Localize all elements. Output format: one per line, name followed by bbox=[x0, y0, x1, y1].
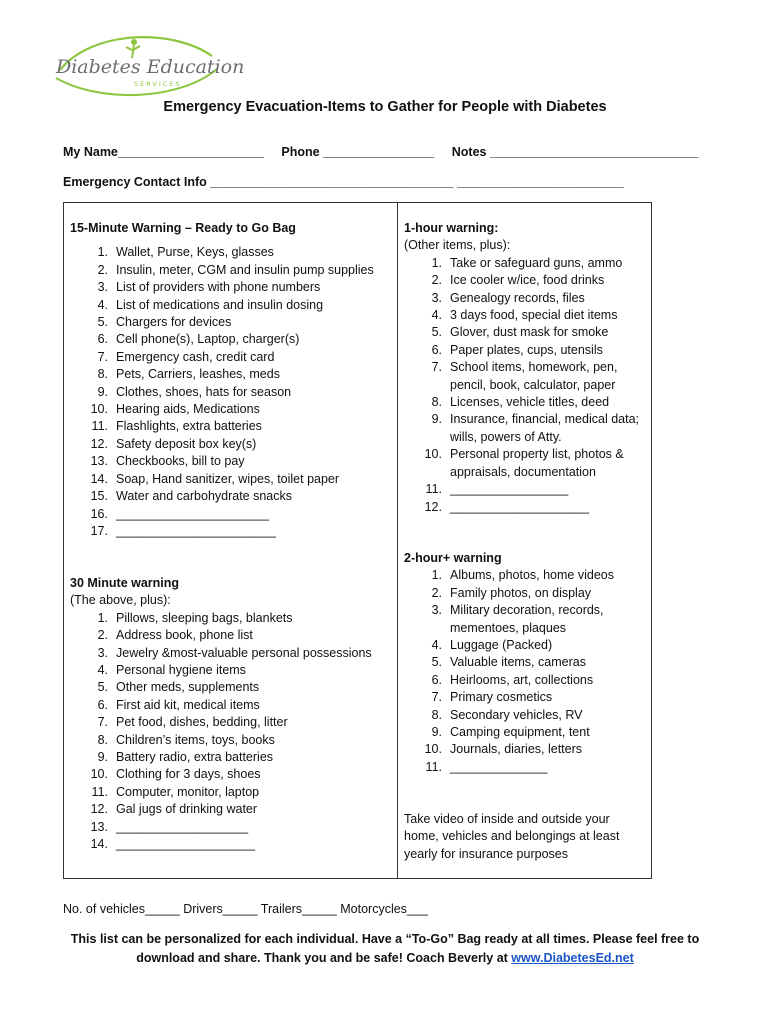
item-text: ____________________ bbox=[116, 837, 256, 852]
item-text: Ice cooler w/ice, food drinks bbox=[450, 273, 605, 288]
item-number: 10. bbox=[90, 402, 108, 417]
item-number: 9. bbox=[97, 750, 108, 765]
list-item[interactable] bbox=[70, 836, 390, 853]
logo-text: Diabetes Education bbox=[56, 56, 245, 78]
section-subheading: (Other items, plus): bbox=[404, 238, 511, 253]
item-text: Insulin, meter, CGM and insulin pump supplies bbox=[116, 262, 374, 277]
item-number: 12. bbox=[90, 802, 108, 817]
item-text: Paper plates, cups, utensils bbox=[450, 342, 603, 357]
item-text: Chargers for devices bbox=[116, 315, 232, 330]
item-number: 1. bbox=[97, 245, 108, 260]
item-number: 7. bbox=[97, 715, 108, 730]
item-number: 2. bbox=[97, 628, 108, 643]
list-item bbox=[404, 342, 649, 359]
item-text: Primary cosmetics bbox=[450, 690, 553, 705]
section-2-hour bbox=[404, 550, 649, 776]
item-number: 8. bbox=[97, 732, 108, 747]
item-text: _______________________ bbox=[116, 523, 276, 538]
page-title: Emergency Evacuation-Items to Gather for People with Diabetes bbox=[163, 99, 607, 115]
list-item bbox=[70, 662, 390, 679]
list-item bbox=[70, 297, 390, 314]
item-text: Pillows, sleeping bags, blankets bbox=[116, 610, 293, 625]
item-number: 4. bbox=[431, 638, 442, 653]
list-item bbox=[70, 488, 390, 505]
item-list bbox=[70, 610, 390, 854]
item-number: 3. bbox=[97, 645, 108, 660]
list-item bbox=[404, 741, 649, 758]
list-item bbox=[70, 471, 390, 488]
contact-fields-row bbox=[63, 145, 713, 159]
item-text: First aid kit, medical items bbox=[116, 697, 260, 712]
list-item bbox=[404, 290, 649, 307]
item-text: Personal hygiene items bbox=[116, 663, 246, 678]
item-text: List of medications and insulin dosing bbox=[116, 297, 324, 312]
item-list bbox=[404, 567, 649, 776]
list-item bbox=[70, 279, 390, 296]
item-number: 14. bbox=[90, 471, 108, 486]
item-number: 2. bbox=[431, 585, 442, 600]
item-number: 6. bbox=[431, 342, 442, 357]
item-text: Water and carbohydrate snacks bbox=[116, 489, 293, 504]
item-text: ____________________ bbox=[450, 499, 590, 514]
section-heading: 1-hour warning: bbox=[404, 221, 499, 235]
item-text: Pet food, dishes, bedding, litter bbox=[116, 715, 288, 730]
item-number: 3. bbox=[97, 280, 108, 295]
list-item bbox=[404, 411, 649, 446]
phone-field[interactable]: Phone ________________ bbox=[281, 145, 435, 159]
item-number: 7. bbox=[431, 360, 442, 375]
list-item bbox=[404, 689, 649, 706]
item-text: Valuable items, cameras bbox=[450, 655, 586, 670]
website-link[interactable]: www.DiabetesEd.net bbox=[511, 951, 634, 965]
item-number: 13. bbox=[90, 454, 108, 469]
list-item bbox=[70, 314, 390, 331]
item-number: 5. bbox=[97, 315, 108, 330]
emergency-contact-row bbox=[63, 175, 638, 189]
item-number: 11. bbox=[425, 482, 442, 497]
item-text: ______________ bbox=[450, 759, 548, 774]
item-number: 9. bbox=[97, 384, 108, 399]
list-item bbox=[404, 654, 649, 671]
item-number: 17. bbox=[90, 523, 108, 538]
list-item bbox=[70, 697, 390, 714]
item-number: 7. bbox=[431, 690, 442, 705]
item-text: Wallet, Purse, Keys, glasses bbox=[116, 245, 274, 260]
item-text: Insurance, financial, medical data; wills, powers of Atty. bbox=[450, 412, 639, 444]
emergency-contact-field[interactable]: Emergency Contact Info ___________________________________ ________________________ bbox=[63, 175, 624, 189]
item-number: 5. bbox=[97, 680, 108, 695]
item-text: Children’s items, toys, books bbox=[116, 732, 275, 747]
list-item bbox=[404, 324, 649, 341]
list-item[interactable] bbox=[70, 506, 390, 523]
list-item bbox=[70, 610, 390, 627]
item-number: 12. bbox=[90, 436, 108, 451]
list-item bbox=[404, 602, 649, 637]
item-text: Luggage (Packed) bbox=[450, 638, 553, 653]
item-list bbox=[404, 255, 649, 516]
item-number: 9. bbox=[431, 412, 442, 427]
item-text: Camping equipment, tent bbox=[450, 725, 590, 740]
list-item bbox=[404, 359, 649, 394]
item-text: Battery radio, extra batteries bbox=[116, 750, 274, 765]
item-number: 6. bbox=[431, 672, 442, 687]
list-item bbox=[70, 453, 390, 470]
notes-field[interactable]: Notes ______________________________ bbox=[451, 145, 699, 159]
item-text: ___________________ bbox=[116, 819, 249, 834]
item-text: Flashlights, extra batteries bbox=[116, 419, 262, 434]
section-heading: 15-Minute Warning – Ready to Go Bag bbox=[70, 221, 296, 235]
list-item bbox=[70, 732, 390, 749]
item-number: 5. bbox=[431, 325, 442, 340]
item-number: 12. bbox=[424, 499, 442, 514]
list-item bbox=[404, 724, 649, 741]
item-text: List of providers with phone numbers bbox=[116, 280, 321, 295]
item-number: 5. bbox=[431, 655, 442, 670]
item-number: 8. bbox=[97, 367, 108, 382]
list-item bbox=[70, 714, 390, 731]
item-text: Jewelry &most-valuable personal possessions bbox=[116, 645, 372, 660]
item-number: 2. bbox=[97, 262, 108, 277]
item-number: 14. bbox=[90, 837, 108, 852]
item-number: 11. bbox=[91, 419, 108, 434]
item-text: Pets, Carriers, leashes, meds bbox=[116, 367, 280, 382]
item-text: Heirlooms, art, collections bbox=[450, 672, 594, 687]
item-number: 11. bbox=[91, 784, 108, 799]
item-text: Journals, diaries, letters bbox=[450, 742, 583, 757]
item-text: Clothing for 3 days, shoes bbox=[116, 767, 261, 782]
list-item bbox=[404, 585, 649, 602]
list-item bbox=[70, 784, 390, 801]
vehicles-line[interactable]: No. of vehicles_____ Drivers_____ Trailers_____ Motorcycles___ bbox=[63, 902, 428, 916]
item-number: 6. bbox=[97, 332, 108, 347]
list-item bbox=[404, 307, 649, 324]
my-name-field[interactable]: My Name_____________________ bbox=[63, 145, 264, 159]
list-item bbox=[404, 567, 649, 584]
item-text: ______________________ bbox=[116, 506, 269, 521]
item-number: 13. bbox=[90, 819, 108, 834]
item-number: 10. bbox=[424, 447, 442, 462]
logo-mark bbox=[52, 34, 245, 98]
list-item bbox=[404, 272, 649, 289]
item-number: 1. bbox=[431, 255, 442, 270]
section-30-minute bbox=[70, 575, 390, 854]
item-text: Other meds, supplements bbox=[116, 680, 260, 695]
item-number: 6. bbox=[97, 697, 108, 712]
checklist-table bbox=[63, 202, 652, 879]
list-item bbox=[70, 384, 390, 401]
item-text: Checkbooks, bill to pay bbox=[116, 454, 245, 469]
list-item bbox=[70, 645, 390, 662]
item-text: Emergency cash, credit card bbox=[116, 349, 275, 364]
section-subheading: (The above, plus): bbox=[70, 593, 171, 608]
footer-note bbox=[0, 930, 770, 968]
list-item bbox=[70, 801, 390, 818]
item-number: 11. bbox=[425, 759, 442, 774]
list-item[interactable] bbox=[404, 499, 649, 516]
item-text: Albums, photos, home videos bbox=[450, 568, 614, 583]
section-1-hour bbox=[404, 220, 649, 516]
list-item bbox=[70, 627, 390, 644]
logo-subtext: SERVICES bbox=[134, 80, 182, 88]
list-item bbox=[70, 366, 390, 383]
item-text: Genealogy records, files bbox=[450, 290, 585, 305]
list-item bbox=[404, 672, 649, 689]
footer-note-line2 bbox=[0, 949, 770, 968]
list-item bbox=[70, 749, 390, 766]
item-text: Family photos, on display bbox=[450, 585, 592, 600]
list-item bbox=[70, 349, 390, 366]
item-number: 4. bbox=[431, 308, 442, 323]
item-text: School items, homework, pen, pencil, book, calculator, paper bbox=[450, 360, 618, 392]
list-item[interactable] bbox=[70, 523, 390, 540]
item-number: 9. bbox=[431, 725, 442, 740]
item-text: Take or safeguard guns, ammo bbox=[450, 255, 623, 270]
footer-note-line1: This list can be personalized for each individual. Have a “To-Go” Bag ready at all times. Please feel free to bbox=[70, 932, 700, 946]
list-item bbox=[404, 394, 649, 411]
list-item[interactable] bbox=[70, 819, 390, 836]
item-text: Gal jugs of drinking water bbox=[116, 802, 258, 817]
item-number: 3. bbox=[431, 603, 442, 618]
item-number: 3. bbox=[431, 290, 442, 305]
item-number: 2. bbox=[431, 273, 442, 288]
list-item bbox=[70, 679, 390, 696]
diabetes-education-logo bbox=[52, 34, 245, 98]
item-text: Hearing aids, Medications bbox=[116, 402, 260, 417]
list-item bbox=[70, 262, 390, 279]
item-text: Clothes, shoes, hats for season bbox=[116, 384, 292, 399]
section-15-minute bbox=[70, 220, 390, 540]
item-text: Soap, Hand sanitizer, wipes, toilet paper bbox=[116, 471, 340, 486]
item-text: Personal property list, photos & appraisals, documentation bbox=[450, 447, 624, 479]
item-text: Address book, phone list bbox=[116, 628, 253, 643]
list-item bbox=[404, 446, 649, 481]
item-text: Secondary vehicles, RV bbox=[450, 707, 583, 722]
list-item bbox=[404, 707, 649, 724]
list-item bbox=[70, 766, 390, 783]
item-number: 15. bbox=[90, 489, 108, 504]
item-number: 7. bbox=[97, 349, 108, 364]
item-text: Glover, dust mask for smoke bbox=[450, 325, 609, 340]
footer-note-text: download and share. Thank you and be safe! Coach Beverly at bbox=[136, 951, 512, 965]
list-item bbox=[70, 401, 390, 418]
item-number: 4. bbox=[97, 297, 108, 312]
list-item bbox=[70, 436, 390, 453]
item-number: 8. bbox=[431, 707, 442, 722]
section-heading: 30 Minute warning bbox=[70, 576, 180, 590]
list-item[interactable] bbox=[404, 481, 649, 498]
item-number: 10. bbox=[90, 767, 108, 782]
item-text: Cell phone(s), Laptop, charger(s) bbox=[116, 332, 300, 347]
item-number: 1. bbox=[431, 568, 442, 583]
item-list bbox=[70, 244, 390, 540]
item-text: Military decoration, records, mementoes, plaques bbox=[450, 603, 604, 635]
item-text: Safety deposit box key(s) bbox=[116, 436, 257, 451]
section-heading: 2-hour+ warning bbox=[404, 551, 502, 565]
video-note: Take video of inside and outside your home, vehicles and belongings at least yearly for insurance purposes bbox=[404, 812, 620, 861]
item-text: 3 days food, special diet items bbox=[450, 308, 618, 323]
list-item bbox=[404, 637, 649, 654]
item-text: _________________ bbox=[450, 482, 569, 497]
item-number: 16. bbox=[90, 506, 108, 521]
item-text: Licenses, vehicle titles, deed bbox=[450, 395, 610, 410]
list-item bbox=[70, 244, 390, 261]
item-number: 1. bbox=[97, 610, 108, 625]
item-text: Computer, monitor, laptop bbox=[116, 784, 260, 799]
item-number: 8. bbox=[431, 395, 442, 410]
item-number: 10. bbox=[424, 742, 442, 757]
list-item bbox=[404, 255, 649, 272]
list-item[interactable] bbox=[404, 759, 649, 776]
list-item bbox=[70, 331, 390, 348]
item-number: 4. bbox=[97, 663, 108, 678]
column-divider bbox=[397, 203, 398, 878]
list-item bbox=[70, 418, 390, 435]
